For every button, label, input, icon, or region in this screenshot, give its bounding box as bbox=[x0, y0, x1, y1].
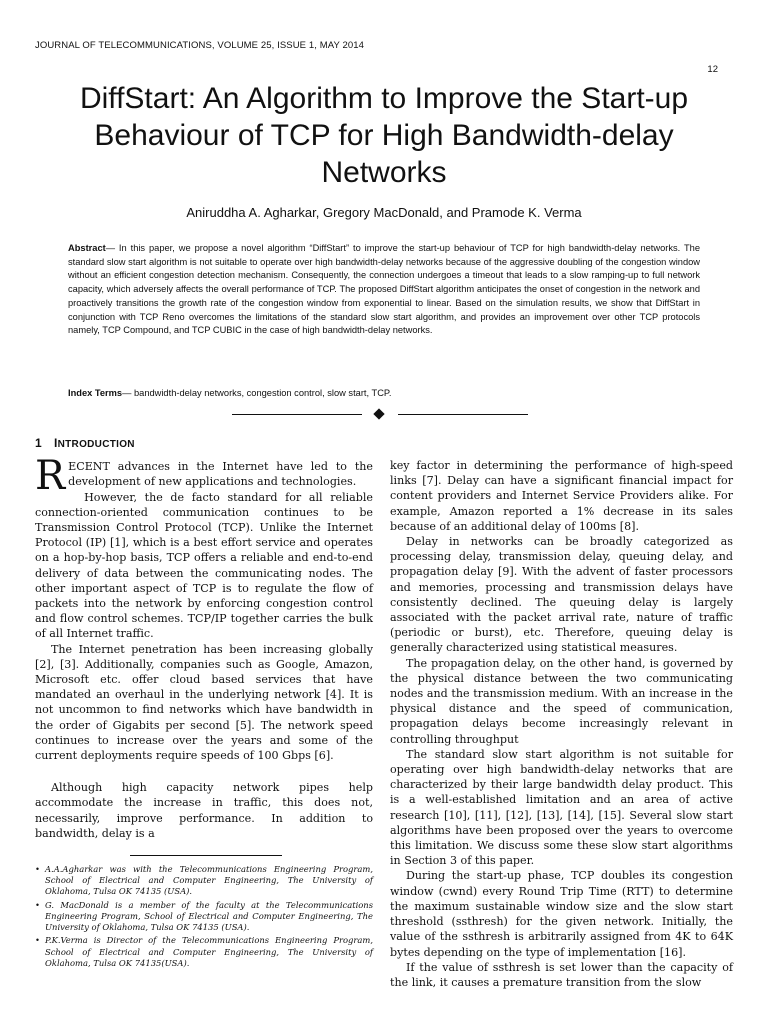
paragraph: If the value of ssthresh is set lower than the capacity of the link, it causes a premature transition from the slow bbox=[390, 960, 733, 989]
footnote: • A.A.Agharkar was with the Telecommunications Engineering Program, School of Electrical and Computer Engineering, The University of Oklahoma, Tulsa OK 74135 (USA). bbox=[35, 864, 373, 898]
paragraph-gap bbox=[35, 763, 373, 780]
paragraph: The propagation delay, on the other hand, is governed by the physical distance between the two communicating nodes and the transmission medium. With an increase in the physical distance and the speed of communication, propagation delays become increasingly relevant in controlling throughput bbox=[390, 656, 733, 746]
footnote-rule bbox=[130, 855, 282, 856]
paper-title: DiffStart: An Algorithm to Improve the Start-up Behaviour of TCP for High Bandwidth-delay Networks bbox=[79, 82, 689, 189]
paragraph: However, the de facto standard for all reliable connection-oriented communication continues to be Transmission Control Protocol (TCP). Unlike the Internet Protocol (IP) [1], which is a best effort service and operates on a hop-by-hop basis, TCP offers a reliable and end-to-end delivery of data between the communicating nodes. The other important aspect of TCP is to regulate the flow of packets into the network by enforcing congestion control and flow control schemes. TCP/IP together carries the bulk of all Internet traffic. bbox=[35, 490, 373, 641]
index-terms-text: — bandwidth-delay networks, congestion control, slow start, TCP. bbox=[122, 388, 392, 398]
paragraph: Although high capacity network pipes help accommodate the increase in traffic, this does not, necessarily, improve performance. In addition to bandwidth, delay is a bbox=[35, 781, 373, 840]
abstract bbox=[68, 242, 700, 338]
paragraph: The Internet penetration has been increasing globally [2], [3]. Additionally, companies such as Google, Amazon, Microsoft etc. offer cloud based services that have mandated an overhaul in the underlying network [4]. It is not uncommon to find networks which have bandwidth in the order of Gigabits per second [5]. The network speed continues to increase over the years and some of the current deployments require speeds of 100 Gbps [6]. bbox=[35, 642, 373, 763]
paragraph: The standard slow start algorithm is not suitable for operating over high bandwidth-delay networks that are characterized by their large bandwidth delay product. This is a well-established limitation and an area of active research [10], [11], [12], [13], [14], [15]. Several slow start algorithms have been proposed over the years to overcome this limitation. We discuss some these slow start algorithms in Section 3 of this paper. bbox=[390, 747, 733, 868]
journal-header: JOURNAL OF TELECOMMUNICATIONS, VOLUME 25, ISSUE 1, MAY 2014 bbox=[35, 40, 364, 51]
left-column bbox=[35, 436, 373, 971]
paragraph-text: ECENT advances in the Internet have led to the development of new applications and technologies. bbox=[68, 460, 373, 489]
page-number: 12 bbox=[707, 64, 718, 75]
paragraph: During the start-up phase, TCP doubles its congestion window (cwnd) every Round Trip Time (RTT) to determine the maximum sustainable window size and the slow start threshold (ssthresh) for the given network. Initially, the value of the ssthresh is arbitrarily assigned from 4K to 64K bytes depending on the type of implementation [16]. bbox=[390, 869, 733, 959]
author-list: Aniruddha A. Agharkar, Gregory MacDonald, and Pramode K. Verma bbox=[186, 205, 582, 220]
footnote: • G. MacDonald is a member of the faculty at the Telecommunications Engineering Program, School of Electrical and Computer Engineering, The University of Oklahoma, Tulsa OK 74135 (USA). bbox=[35, 900, 373, 934]
divider-line-left bbox=[232, 414, 362, 415]
abstract-label: Abstract bbox=[68, 243, 106, 253]
paragraph: Delay in networks can be broadly categorized as processing delay, transmission delay, queuing delay, and propagation delay [9]. With the advent of faster processors and memories, processing and transmission delays have consistently declined. The queuing delay is largely associated with the packet arrival rate, nature of traffic (periodic or burst), etc. Therefore, queuing delay is generally characterized using statistical measures. bbox=[390, 535, 733, 655]
index-terms-label: Index Terms bbox=[68, 388, 123, 398]
section-heading bbox=[35, 436, 373, 452]
section-title-initial: I bbox=[53, 436, 58, 450]
drop-cap: R bbox=[35, 453, 66, 500]
divider-line-right bbox=[398, 414, 528, 415]
diamond-icon bbox=[373, 408, 384, 419]
section-number: 1 bbox=[35, 436, 42, 450]
footnotes bbox=[35, 864, 373, 969]
abstract-text: — In this paper, we propose a novel algorithm “DiffStart” to improve the start-up behaviour of TCP for high bandwidth-delay networks. The standard slow start algorithm is not suitable to operate over high bandwidth-delay networks because of the aggressive doubling of the congestion window without an efficient congestion detection mechanism. Consequently, the connection undergoes a timeout that leads to a slow ramping-up to full network capacity, which adversely affects the overall performance of TCP. The proposed DiffStart algorithm anticipates the onset of congestion in the network and proactively transitions the growth rate of the congestion window from exponential to linear. Based on the simulation results, we show that DiffStart in conjunction with TCP Reno overcomes the limitations of the standard slow start algorithm, and provides an improvement over other TCP protocols namely, TCP Compound, and TCP CUBIC in the case of high bandwidth-delay networks. bbox=[68, 243, 700, 336]
paragraph: key factor in determining the performance of high-speed links [7]. Delay can have a significant financial impact for content providers and Internet Service Providers alike. For example, Amazon reported a 1% decrease in its sales because of an additional delay of 100ms [8]. bbox=[390, 459, 733, 533]
paragraph bbox=[35, 453, 373, 500]
footnote: • P.K.Verma is Director of the Telecommunications Engineering Program, School of Electrical and Computer Engineering, The University of Oklahoma, Tulsa OK 74135(USA). bbox=[35, 935, 373, 969]
index-terms bbox=[68, 388, 700, 398]
section-title-rest: NTRODUCTION bbox=[57, 439, 135, 450]
section-divider bbox=[232, 405, 528, 425]
right-column bbox=[390, 458, 733, 990]
